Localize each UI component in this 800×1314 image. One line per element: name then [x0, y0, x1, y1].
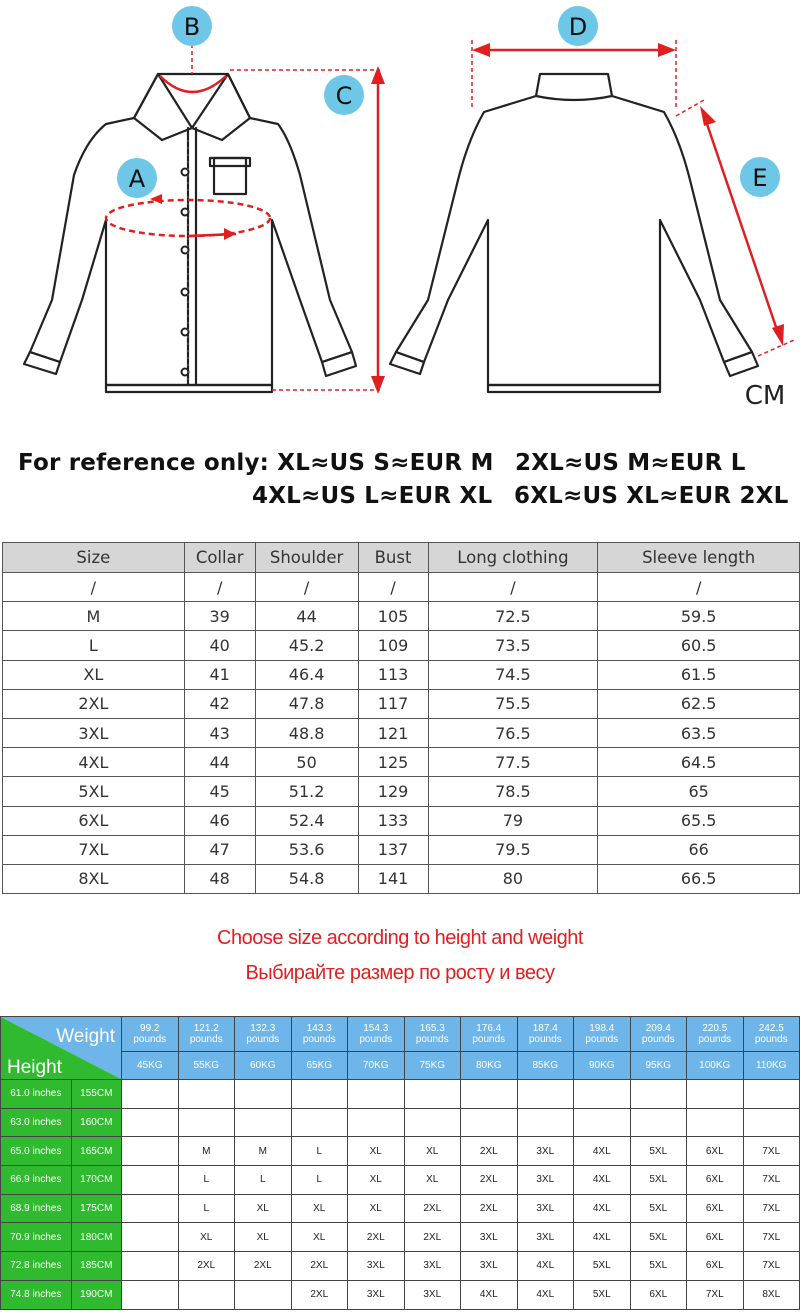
- table-cell: 44: [255, 602, 358, 631]
- size-cell: L: [235, 1166, 292, 1195]
- height-inches-cell: 65.0 inches: [1, 1137, 72, 1166]
- kg-cell: 85KG: [517, 1051, 574, 1079]
- weight-label: Weight: [56, 1026, 115, 1047]
- height-row: [1, 1252, 800, 1281]
- height-row: [1, 1166, 800, 1195]
- table-cell: 73.5: [428, 631, 598, 660]
- size-cell: 4XL: [574, 1194, 631, 1223]
- table-cell: 105: [358, 602, 428, 631]
- size-cell: [291, 1080, 348, 1109]
- size-cell: [348, 1108, 405, 1137]
- size-cell: [122, 1252, 179, 1281]
- table-cell: 109: [358, 631, 428, 660]
- pounds-cell: 187.4 pounds: [517, 1017, 574, 1052]
- size-cell: M: [235, 1137, 292, 1166]
- size-cell: 2XL: [404, 1194, 461, 1223]
- table-cell: 45: [184, 777, 255, 806]
- table-cell: 137: [358, 835, 428, 864]
- table-cell: 43: [184, 718, 255, 747]
- size-cell: [404, 1108, 461, 1137]
- kg-cell: 95KG: [630, 1051, 687, 1079]
- size-cell: 6XL: [687, 1137, 744, 1166]
- table-cell: 59.5: [598, 602, 800, 631]
- table-cell: 39: [184, 602, 255, 631]
- table-cell: 52.4: [255, 806, 358, 835]
- table-cell: 141: [358, 864, 428, 893]
- size-cell: [743, 1108, 800, 1137]
- table-cell: 75.5: [428, 689, 598, 718]
- badge-e: [740, 157, 780, 197]
- size-cell: 4XL: [574, 1137, 631, 1166]
- badge-b: [172, 6, 212, 46]
- kg-cell: 90KG: [574, 1051, 631, 1079]
- length-arrowhead-top: [371, 66, 385, 84]
- size-cell: [178, 1280, 235, 1309]
- size-cell: 3XL: [404, 1252, 461, 1281]
- size-cell: [517, 1108, 574, 1137]
- size-cell: [122, 1166, 179, 1195]
- size-cell: XL: [178, 1223, 235, 1252]
- table-cell: M: [3, 602, 185, 631]
- pounds-cell: 242.5 pounds: [743, 1017, 800, 1052]
- kg-cell: 65KG: [291, 1051, 348, 1079]
- reference-line-2b: 6XL≈US XL≈EUR 2XL: [514, 483, 789, 509]
- size-cell: [574, 1080, 631, 1109]
- size-cell: 3XL: [517, 1194, 574, 1223]
- size-cell: [348, 1080, 405, 1109]
- table-cell: 113: [358, 660, 428, 689]
- table-cell: /: [358, 573, 428, 602]
- size-cell: [178, 1080, 235, 1109]
- shirt-diagram-svg: [0, 0, 800, 420]
- height-label: Height: [7, 1057, 62, 1078]
- height-row: [1, 1108, 800, 1137]
- table-cell: 44: [184, 748, 255, 777]
- size-cell: [122, 1137, 179, 1166]
- table-cell: 65.5: [598, 806, 800, 835]
- size-cell: 7XL: [743, 1252, 800, 1281]
- size-cell: XL: [348, 1194, 405, 1223]
- table-cell: 48.8: [255, 718, 358, 747]
- table-cell: 48: [184, 864, 255, 893]
- size-cell: 3XL: [461, 1252, 518, 1281]
- pounds-cell: 165.3 pounds: [404, 1017, 461, 1052]
- height-inches-cell: 61.0 inches: [1, 1080, 72, 1109]
- table-row: [3, 718, 800, 747]
- size-cell: 7XL: [743, 1166, 800, 1195]
- size-cell: 7XL: [687, 1280, 744, 1309]
- table-cell: 78.5: [428, 777, 598, 806]
- size-cell: 4XL: [574, 1166, 631, 1195]
- size-cell: 6XL: [687, 1252, 744, 1281]
- size-cell: 7XL: [743, 1194, 800, 1223]
- size-cell: 4XL: [517, 1252, 574, 1281]
- header-long-clothing: Long clothing: [428, 543, 598, 573]
- badge-c-label: C: [335, 82, 353, 110]
- size-cell: L: [291, 1166, 348, 1195]
- height-cm-cell: 185CM: [71, 1252, 121, 1281]
- size-cell: [122, 1280, 179, 1309]
- table-cell: 66.5: [598, 864, 800, 893]
- table-cell: 64.5: [598, 748, 800, 777]
- height-row: [1, 1280, 800, 1309]
- shirt-measurement-diagram: [0, 0, 800, 420]
- size-cell: [687, 1108, 744, 1137]
- size-cell: 2XL: [291, 1252, 348, 1281]
- table-cell: 72.5: [428, 602, 598, 631]
- size-table: [2, 542, 800, 894]
- size-cell: [630, 1108, 687, 1137]
- height-cm-cell: 190CM: [71, 1280, 121, 1309]
- size-cell: 6XL: [687, 1194, 744, 1223]
- back-shirt-drawing: [390, 74, 758, 392]
- size-cell: 3XL: [517, 1223, 574, 1252]
- header-size: Size: [3, 543, 185, 573]
- table-cell: 79: [428, 806, 598, 835]
- size-cell: XL: [291, 1223, 348, 1252]
- size-cell: 7XL: [743, 1223, 800, 1252]
- table-cell: 77.5: [428, 748, 598, 777]
- reference-line-1a: For reference only: XL≈US S≈EUR M: [18, 450, 494, 476]
- kg-cell: 75KG: [404, 1051, 461, 1079]
- table-cell: /: [428, 573, 598, 602]
- collar-line: [160, 76, 226, 92]
- table-cell: 7XL: [3, 835, 185, 864]
- size-cell: [122, 1108, 179, 1137]
- kg-cell: 100KG: [687, 1051, 744, 1079]
- height-weight-table: [0, 1016, 800, 1310]
- size-cell: 5XL: [574, 1252, 631, 1281]
- height-cm-cell: 160CM: [71, 1108, 121, 1137]
- height-inches-cell: 66.9 inches: [1, 1166, 72, 1195]
- table-cell: XL: [3, 660, 185, 689]
- size-cell: [404, 1080, 461, 1109]
- height-inches-cell: 72.8 inches: [1, 1252, 72, 1281]
- badge-a: [117, 158, 157, 198]
- height-inches-cell: 68.9 inches: [1, 1194, 72, 1223]
- pounds-cell: 176.4 pounds: [461, 1017, 518, 1052]
- table-cell: 53.6: [255, 835, 358, 864]
- size-cell: 3XL: [461, 1223, 518, 1252]
- reference-line-2a: 4XL≈US L≈EUR XL: [252, 483, 493, 509]
- choose-size-russian: Выбирайте размер по росту и весу: [245, 962, 555, 984]
- badge-b-label: B: [183, 13, 201, 41]
- size-cell: [574, 1108, 631, 1137]
- height-row: [1, 1223, 800, 1252]
- table-cell: 54.8: [255, 864, 358, 893]
- sleeve-arrow-line: [707, 124, 777, 330]
- reference-line-1b: 2XL≈US M≈EUR L: [515, 450, 746, 476]
- kg-cell: 70KG: [348, 1051, 405, 1079]
- sleeve-arrowhead-top: [700, 106, 716, 126]
- pounds-cell: 121.2 pounds: [178, 1017, 235, 1052]
- pounds-cell: 132.3 pounds: [235, 1017, 292, 1052]
- size-cell: [291, 1108, 348, 1137]
- shoulder-arrowhead-right: [658, 43, 676, 57]
- size-cell: 3XL: [348, 1252, 405, 1281]
- size-cell: [178, 1108, 235, 1137]
- size-cell: 4XL: [517, 1280, 574, 1309]
- table-cell: 41: [184, 660, 255, 689]
- size-cell: 8XL: [743, 1280, 800, 1309]
- table-cell: /: [184, 573, 255, 602]
- kg-cell: 60KG: [235, 1051, 292, 1079]
- size-cell: L: [178, 1194, 235, 1223]
- size-cell: [122, 1223, 179, 1252]
- shoulder-arrowhead-left: [472, 43, 490, 57]
- size-cell: [461, 1080, 518, 1109]
- pounds-row: [1, 1017, 800, 1052]
- table-cell: 47: [184, 835, 255, 864]
- table-row: [3, 835, 800, 864]
- table-cell: 51.2: [255, 777, 358, 806]
- table-cell: L: [3, 631, 185, 660]
- height-cm-cell: 180CM: [71, 1223, 121, 1252]
- sleeve-arrowhead-bottom: [772, 324, 784, 346]
- table-cell: 2XL: [3, 689, 185, 718]
- size-cell: 5XL: [630, 1223, 687, 1252]
- height-cm-cell: 155CM: [71, 1080, 121, 1109]
- size-cell: [461, 1108, 518, 1137]
- table-cell: 45.2: [255, 631, 358, 660]
- table-cell: 5XL: [3, 777, 185, 806]
- height-weight-table-wrap: [0, 1016, 800, 1314]
- height-row: [1, 1194, 800, 1223]
- header-bust: Bust: [358, 543, 428, 573]
- size-cell: 2XL: [178, 1252, 235, 1281]
- table-cell: 129: [358, 777, 428, 806]
- size-cell: 5XL: [630, 1137, 687, 1166]
- corner-svg: [1, 1017, 121, 1079]
- size-cell: [122, 1194, 179, 1223]
- table-cell: 62.5: [598, 689, 800, 718]
- size-cell: 2XL: [235, 1252, 292, 1281]
- measurement-arrows: [106, 40, 794, 394]
- kg-cell: 55KG: [178, 1051, 235, 1079]
- table-cell: 3XL: [3, 718, 185, 747]
- kg-cell: 45KG: [122, 1051, 179, 1079]
- badge-d-label: D: [568, 13, 588, 41]
- table-cell: 133: [358, 806, 428, 835]
- size-cell: XL: [235, 1194, 292, 1223]
- size-cell: [122, 1080, 179, 1109]
- table-cell: 60.5: [598, 631, 800, 660]
- table-cell: 6XL: [3, 806, 185, 835]
- table-cell: 125: [358, 748, 428, 777]
- size-cell: 3XL: [348, 1280, 405, 1309]
- size-cell: XL: [404, 1137, 461, 1166]
- table-cell: /: [3, 573, 185, 602]
- size-table-body: [3, 573, 800, 894]
- size-cell: XL: [348, 1166, 405, 1195]
- size-cell: L: [291, 1137, 348, 1166]
- size-cell: [517, 1080, 574, 1109]
- table-cell: 63.5: [598, 718, 800, 747]
- table-cell: 121: [358, 718, 428, 747]
- size-cell: 3XL: [404, 1280, 461, 1309]
- size-cell: [235, 1108, 292, 1137]
- table-cell: 80: [428, 864, 598, 893]
- table-cell: 117: [358, 689, 428, 718]
- unit-label: CM: [744, 381, 786, 411]
- table-cell: 47.8: [255, 689, 358, 718]
- header-collar: Collar: [184, 543, 255, 573]
- table-row: [3, 864, 800, 893]
- size-cell: 5XL: [630, 1194, 687, 1223]
- table-cell: 61.5: [598, 660, 800, 689]
- table-cell: /: [598, 573, 800, 602]
- size-cell: L: [178, 1166, 235, 1195]
- front-shirt-drawing: [24, 74, 356, 392]
- table-cell: 8XL: [3, 864, 185, 893]
- table-cell: 42: [184, 689, 255, 718]
- size-cell: 2XL: [461, 1166, 518, 1195]
- bust-arrowhead: [224, 228, 236, 240]
- table-cell: 74.5: [428, 660, 598, 689]
- size-cell: XL: [348, 1137, 405, 1166]
- badge-d: [558, 6, 598, 46]
- table-row: [3, 748, 800, 777]
- length-arrowhead-bottom: [371, 376, 385, 394]
- size-cell: [235, 1280, 292, 1309]
- table-cell: 40: [184, 631, 255, 660]
- size-cell: 6XL: [687, 1223, 744, 1252]
- size-cell: XL: [404, 1166, 461, 1195]
- table-row: [3, 660, 800, 689]
- size-cell: 7XL: [743, 1137, 800, 1166]
- height-cm-cell: 165CM: [71, 1137, 121, 1166]
- choose-size-english: Choose size according to height and weight: [217, 927, 583, 949]
- sleeve-guide-bottom: [758, 340, 794, 356]
- height-inches-cell: 63.0 inches: [1, 1108, 72, 1137]
- size-cell: [687, 1080, 744, 1109]
- table-cell: 76.5: [428, 718, 598, 747]
- size-cell: 2XL: [404, 1223, 461, 1252]
- size-cell: 6XL: [630, 1280, 687, 1309]
- size-cell: [630, 1080, 687, 1109]
- pounds-cell: 99.2 pounds: [122, 1017, 179, 1052]
- size-cell: 3XL: [517, 1137, 574, 1166]
- size-cell: XL: [291, 1194, 348, 1223]
- size-cell: [235, 1080, 292, 1109]
- pounds-cell: 143.3 pounds: [291, 1017, 348, 1052]
- table-cell: 46.4: [255, 660, 358, 689]
- table-row: [3, 631, 800, 660]
- badge-c: [324, 75, 364, 115]
- size-cell: 3XL: [517, 1166, 574, 1195]
- size-cell: 6XL: [687, 1166, 744, 1195]
- size-table-header: [3, 543, 800, 573]
- height-cm-cell: 170CM: [71, 1166, 121, 1195]
- height-row: [1, 1080, 800, 1109]
- size-cell: 2XL: [291, 1280, 348, 1309]
- sleeve-guide-top: [676, 100, 704, 116]
- table-cell: 4XL: [3, 748, 185, 777]
- table-cell: 46: [184, 806, 255, 835]
- height-cm-cell: 175CM: [71, 1194, 121, 1223]
- kg-cell: 80KG: [461, 1051, 518, 1079]
- height-inches-cell: 70.9 inches: [1, 1223, 72, 1252]
- pounds-cell: 220.5 pounds: [687, 1017, 744, 1052]
- pounds-cell: 198.4 pounds: [574, 1017, 631, 1052]
- size-cell: 5XL: [574, 1280, 631, 1309]
- table-row: [3, 689, 800, 718]
- badge-e-label: E: [752, 164, 768, 192]
- table-cell: 79.5: [428, 835, 598, 864]
- size-cell: 2XL: [461, 1194, 518, 1223]
- pounds-cell: 154.3 pounds: [348, 1017, 405, 1052]
- weight-height-corner: [1, 1017, 122, 1080]
- table-cell: 65: [598, 777, 800, 806]
- table-row: [3, 777, 800, 806]
- size-cell: 4XL: [461, 1280, 518, 1309]
- size-cell: 4XL: [574, 1223, 631, 1252]
- table-row: [3, 602, 800, 631]
- header-shoulder: Shoulder: [255, 543, 358, 573]
- size-cell: XL: [235, 1223, 292, 1252]
- table-row: [3, 806, 800, 835]
- size-table-units-row: [3, 573, 800, 602]
- table-cell: /: [255, 573, 358, 602]
- size-cell: 5XL: [630, 1252, 687, 1281]
- size-cell: [743, 1080, 800, 1109]
- size-cell: M: [178, 1137, 235, 1166]
- table-cell: 66: [598, 835, 800, 864]
- header-sleeve-length: Sleeve length: [598, 543, 800, 573]
- size-cell: 2XL: [461, 1137, 518, 1166]
- size-cell: 5XL: [630, 1166, 687, 1195]
- badge-a-label: A: [128, 165, 146, 193]
- pounds-cell: 209.4 pounds: [630, 1017, 687, 1052]
- table-cell: 50: [255, 748, 358, 777]
- height-inches-cell: 74.8 inches: [1, 1280, 72, 1309]
- kg-cell: 110KG: [743, 1051, 800, 1079]
- height-row: [1, 1137, 800, 1166]
- size-cell: 2XL: [348, 1223, 405, 1252]
